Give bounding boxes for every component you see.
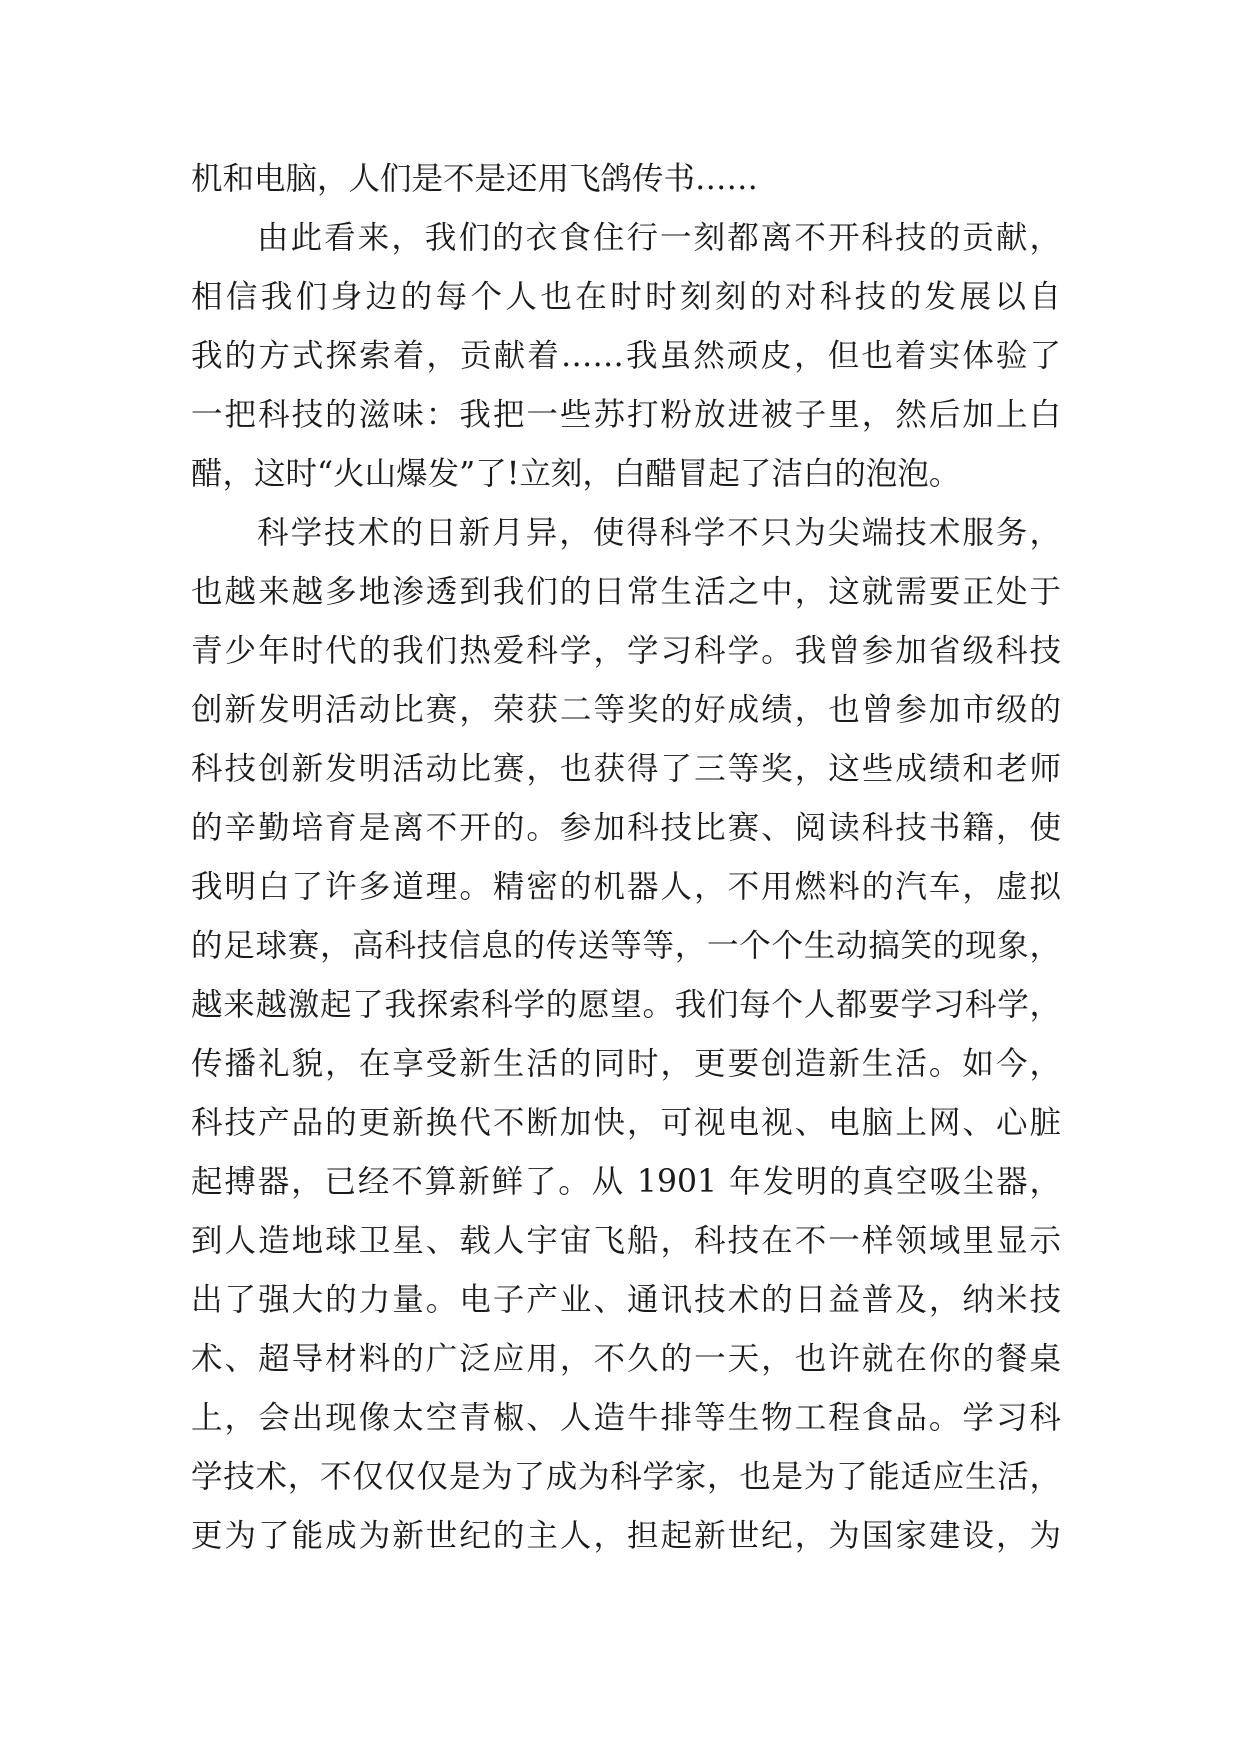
text-line: 的足球赛，高科技信息的传送等等，一个个生动搞笑的现象， — [191, 928, 1061, 964]
text-line: 一把科技的滋味：我把一些苏打粉放进被子里，然后加上白 — [191, 397, 1061, 433]
text-line-1: 机和电脑，人们是不是还用飞鸽传书…… — [191, 161, 759, 197]
text-line: 学技术，不仅仅仅是为了成为科学家，也是为了能适应生活， — [191, 1459, 1061, 1495]
text-line: 也越来越多地渗透到我们的日常生活之中，这就需要正处于 — [191, 574, 1061, 610]
text-line: 我的方式探索着，贡献着……我虽然顽皮，但也着实体验了 — [191, 338, 1061, 374]
text-line: 相信我们身边的每个人也在时时刻刻的对科技的发展以自 — [191, 279, 1061, 315]
text-line: 科技创新发明活动比赛，也获得了三等奖，这些成绩和老师 — [191, 751, 1061, 787]
paragraph-last-line: 醋，这时“火山爆发”了!立刻，白醋冒起了洁白的泡泡。 — [191, 456, 961, 492]
text-line: 创新发明活动比赛，荣获二等奖的好成绩，也曾参加市级的 — [191, 692, 1061, 728]
text-line: 青少年时代的我们热爱科学，学习科学。我曾参加省级科技 — [191, 633, 1061, 669]
text-line: 传播礼貌，在享受新生活的同时，更要创造新生活。如今， — [191, 1046, 1061, 1082]
text-line: 出了强大的力量。电子产业、通讯技术的日益普及，纳米技 — [191, 1282, 1061, 1318]
text-line: 术、超导材料的广泛应用，不久的一天，也许就在你的餐桌 — [191, 1341, 1061, 1377]
text-line: 的辛勤培育是离不开的。参加科技比赛、阅读科技书籍，使 — [191, 810, 1061, 846]
text-line: 到人造地球卫星、载人宇宙飞船，科技在不一样领域里显示 — [191, 1223, 1061, 1259]
text-line: 上，会出现像太空青椒、人造牛排等生物工程食品。学习科 — [191, 1400, 1061, 1436]
text-line: 科技产品的更新换代不断加快，可视电视、电脑上网、心脏 — [191, 1105, 1061, 1141]
text-line: 越来越激起了我探索科学的愿望。我们每个人都要学习科学， — [191, 987, 1061, 1023]
text-line: 起搏器，已经不算新鲜了。从 1901 年发明的真空吸尘器， — [191, 1164, 1061, 1200]
text-line: 我明白了许多道理。精密的机器人，不用燃料的汽车，虚拟 — [191, 869, 1061, 905]
paragraph-first-line: 科学技术的日新月异，使得科学不只为尖端技术服务， — [257, 515, 1061, 551]
body-text — [191, 150, 1061, 1566]
paragraph-first-line: 由此看来，我们的衣食住行一刻都离不开科技的贡献， — [257, 220, 1061, 256]
text-line: 更为了能成为新世纪的主人，担起新世纪，为国家建设，为 — [191, 1518, 1061, 1554]
